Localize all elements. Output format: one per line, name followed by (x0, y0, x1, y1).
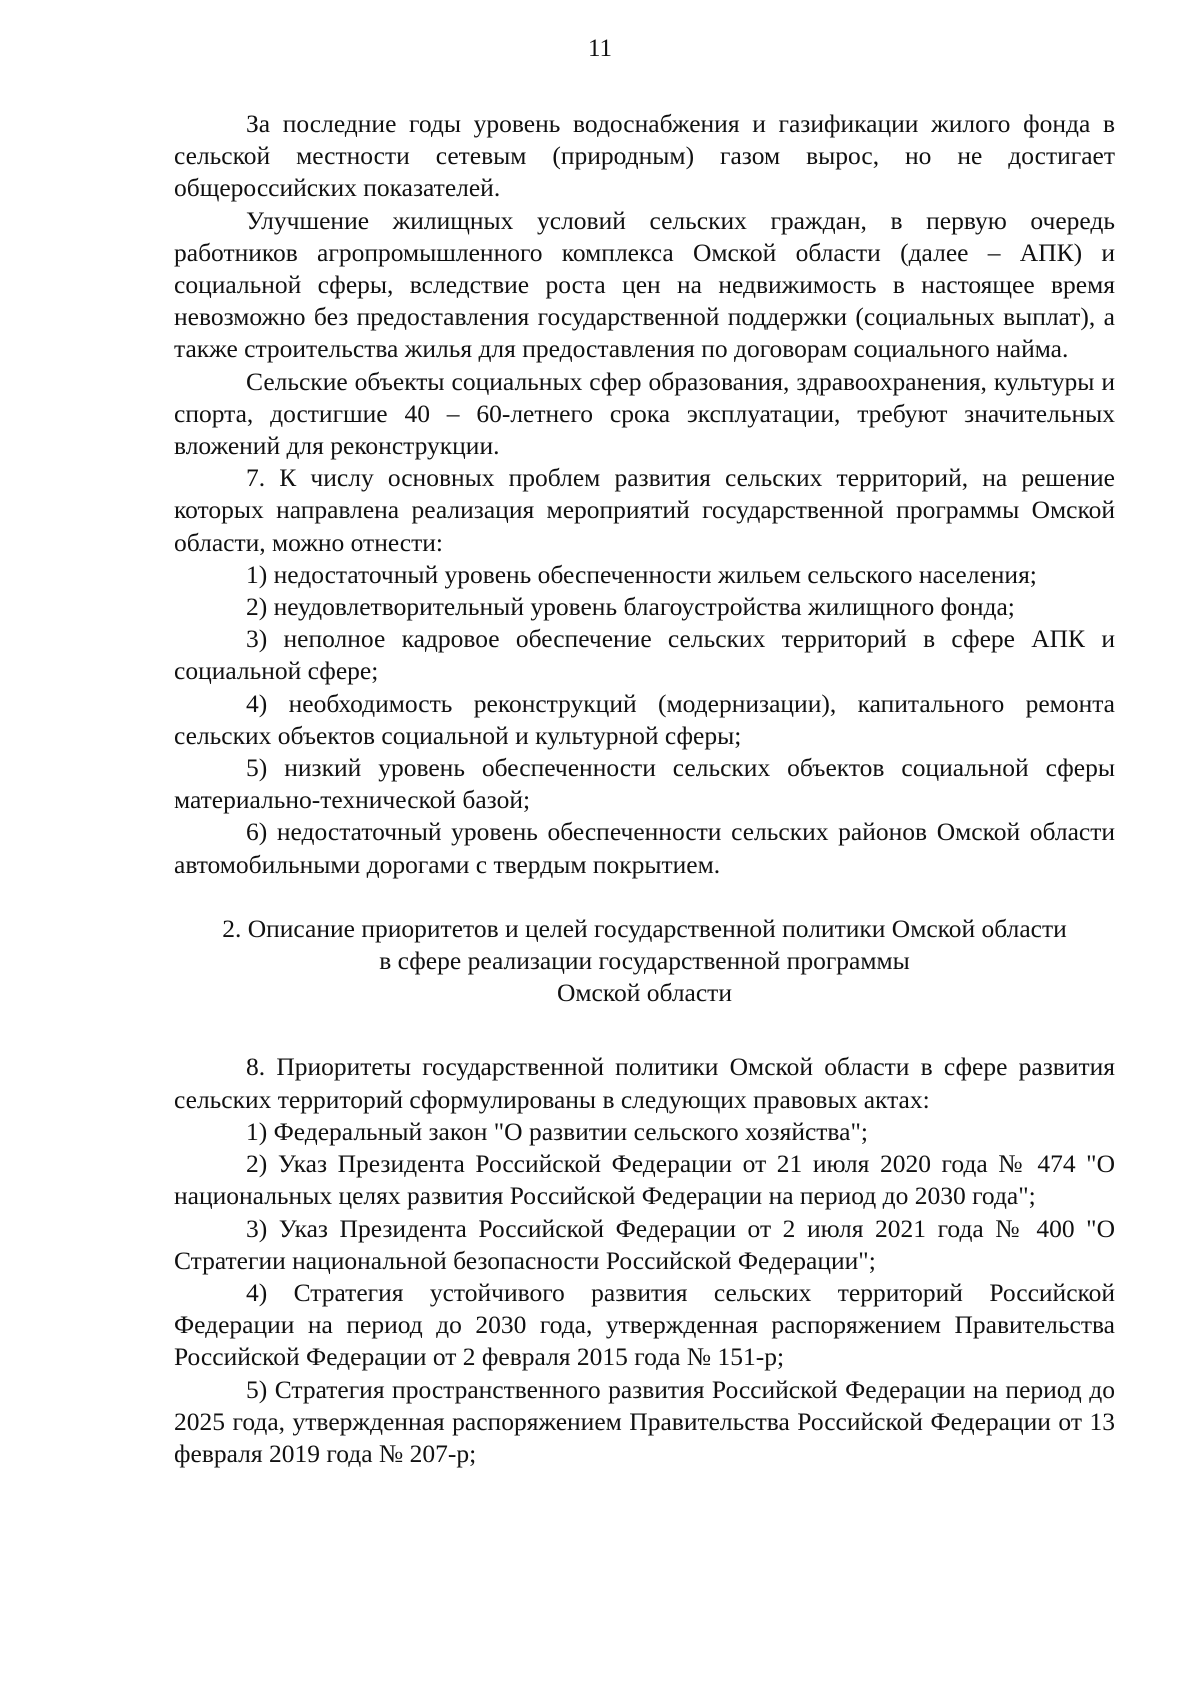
paragraph-priorities: 8. Приоритеты государственной политики Омской области в сфере развития сельских территорий сформулированы в следующих правовых актах: (174, 1052, 1115, 1114)
problem-item-3: 3) неполное кадровое обеспечение сельских территорий в сфере АПК и социальной сфере; (174, 624, 1115, 686)
problem-item-4: 4) необходимость реконструкций (модернизации), капитального ремонта сельских объектов социальной и культурной сферы; (174, 688, 1115, 750)
problem-item-6: 6) недостаточный уровень обеспеченности сельских районов Омской области автомобильными дорогами с твердым покрытием. (174, 817, 1115, 879)
section-heading-line-3: Омской области (557, 978, 732, 1008)
legal-act-item-3: 3) Указ Президента Российской Федерации от 2 июля 2021 года № 400 "О Стратегии национальной безопасности Российской Федерации"; (174, 1213, 1115, 1275)
legal-act-item-1: 1) Федеральный закон "О развитии сельского хозяйства"; (246, 1116, 868, 1146)
problem-item-2: 2) неудовлетворительный уровень благоустройства жилищного фонда; (246, 592, 1015, 622)
page-number: 11 (587, 35, 613, 62)
legal-act-item-5: 5) Стратегия пространственного развития Российской Федерации на период до 2025 года, утвержденная распоряжением Правительства Российской Федерации от 13 февраля 2019 года № 207-р; (174, 1374, 1115, 1468)
document-body (174, 108, 1115, 1470)
paragraph-social-objects: Сельские объекты социальных сфер образования, здравоохранения, культуры и спорта, достигшие 40 – 60-летнего срока эксплуатации, требуют значительных вложений для реконструкции. (174, 366, 1115, 461)
legal-act-item-2: 2) Указ Президента Российской Федерации от 21 июля 2020 года № 474 "О национальных целях развития Российской Федерации на период до 2030 года"; (174, 1149, 1115, 1211)
section-heading-line-1: 2. Описание приоритетов и целей государственной политики Омской области (222, 913, 1067, 943)
problem-item-5: 5) низкий уровень обеспеченности сельских объектов социальной сферы материально-технической базой; (174, 753, 1115, 815)
section-heading (174, 913, 1115, 1010)
section-heading-line-2: в сфере реализации государственной программы (379, 946, 910, 976)
paragraph-main-problems: 7. К числу основных проблем развития сельских территорий, на решение которых направлена реализация мероприятий государственной программы Омской области, можно отнести: (174, 463, 1115, 557)
legal-act-item-4: 4) Стратегия устойчивого развития сельских территорий Российской Федерации на период до 2030 года, утвержденная распоряжением Правительства Российской Федерации от 2 февраля 2015 года № 151-р; (174, 1277, 1115, 1372)
paragraph-water-gas: За последние годы уровень водоснабжения и газификации жилого фонда в сельской местности сетевым (природным) газом вырос, но не достигает общероссийских показателей. (174, 109, 1115, 203)
paragraph-housing-conditions: Улучшение жилищных условий сельских граждан, в первую очередь работников агропромышленного комплекса Омской области (далее – АПК) и социальной сферы, вследствие роста цен на недвижимость в настоящее время невозможно без предоставления государственной поддержки (социальных выплат), а также строительства жилья для предоставления по договорам социального найма. (174, 205, 1115, 364)
problem-item-1: 1) недостаточный уровень обеспеченности жильем сельского населения; (246, 559, 1037, 589)
